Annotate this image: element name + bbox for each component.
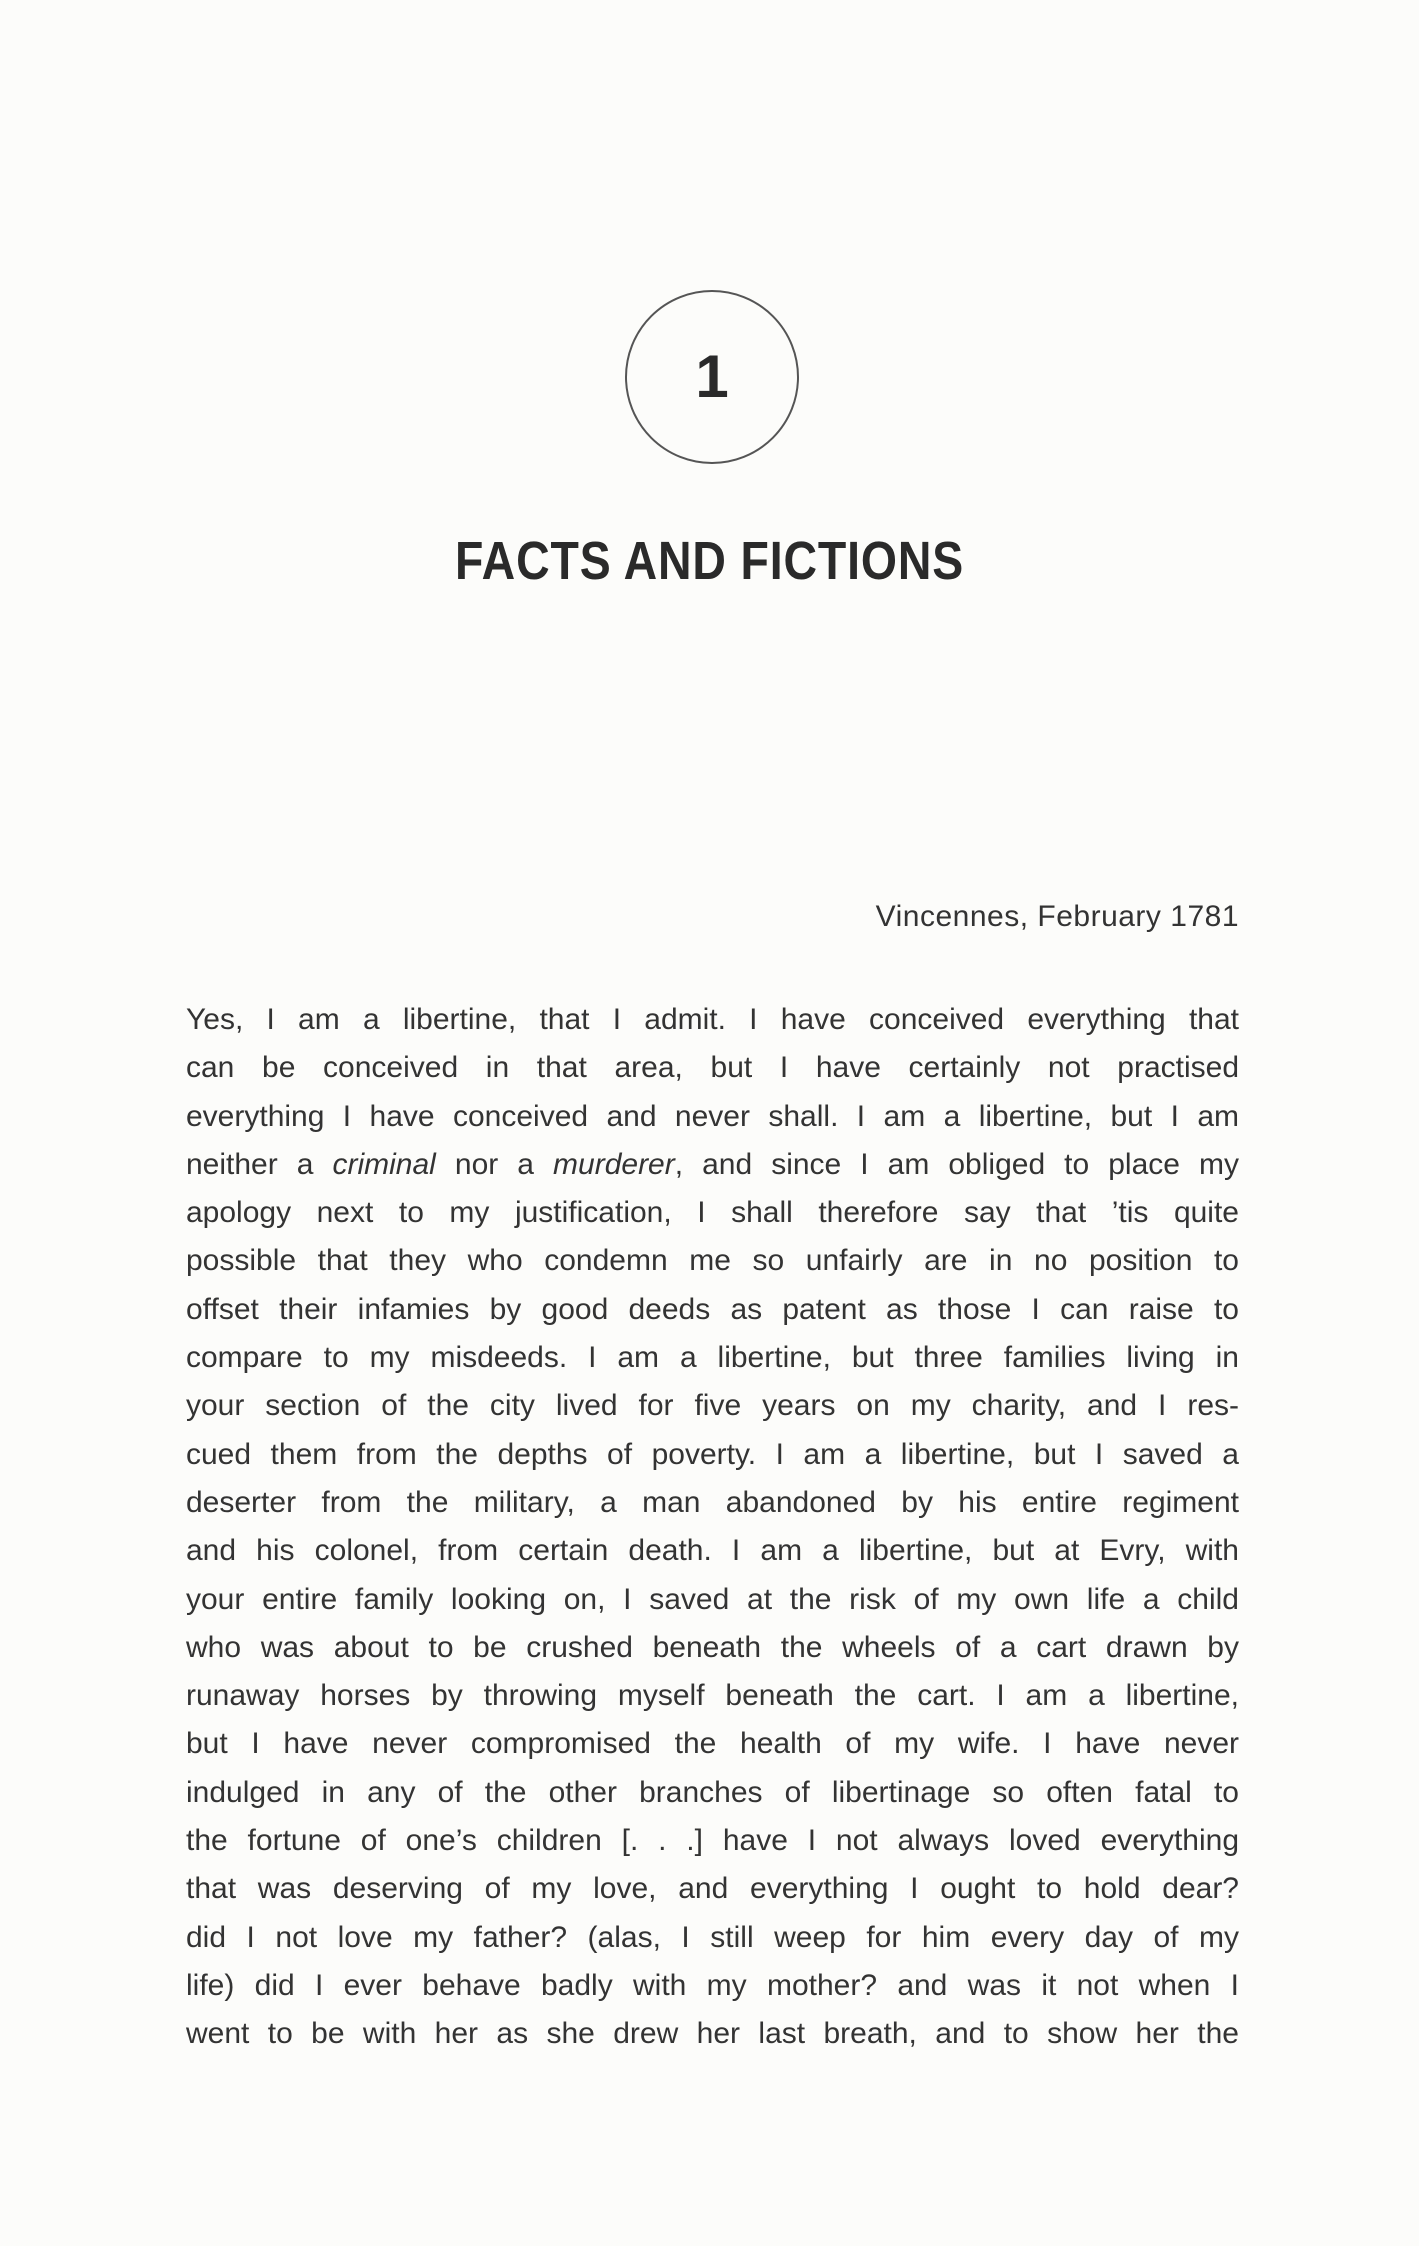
body-line: [186, 1093, 1239, 1141]
text-segment: Yes, I am a libertine, that I admit. I have conceived everything that: [186, 1003, 1239, 1036]
body-line: [186, 1962, 1239, 2010]
text-segment: and his colonel, from certain death. I am a libertine, but at Evry, with: [186, 1534, 1239, 1568]
body-text: [186, 996, 1239, 2059]
text-segment: who was about to be crushed beneath the wheels of a cart drawn by: [186, 1630, 1239, 1664]
body-line: [186, 1479, 1239, 1527]
body-line: [186, 1334, 1239, 1382]
body-line: [186, 1576, 1239, 1624]
text-segment: nor a: [435, 1147, 554, 1181]
text-segment: compare to my misdeeds. I am a libertine, but three families living in: [186, 1341, 1239, 1375]
text-segment: went to be with her as she drew her last breath, and to show her the: [186, 2017, 1239, 2051]
chapter-number: 1: [695, 343, 729, 410]
text-segment: , and since I am obliged to place my: [674, 1147, 1239, 1181]
body-line: [186, 1431, 1239, 1479]
body-line: [186, 1914, 1239, 1962]
text-segment: everything I have conceived and never shall. I am a libertine, but I am: [186, 1099, 1239, 1133]
text-segment: did I not love my father? (alas, I still weep for him every day of my: [186, 1920, 1239, 1954]
body-line: [186, 1865, 1239, 1913]
text-segment: offset their infamies by good deeds as patent as those I can raise to: [186, 1292, 1239, 1326]
dateline: Vincennes, February 1781: [875, 900, 1239, 933]
body-line: [186, 1237, 1239, 1285]
body-line: [186, 1769, 1239, 1817]
chapter-number-circle: [625, 290, 799, 464]
text-segment: indulged in any of the other branches of libertinage so often fatal to: [186, 1775, 1239, 1809]
italic-text: murderer: [553, 1147, 675, 1181]
text-segment: but I have never compromised the health of my wife. I have never: [186, 1727, 1239, 1761]
body-line: [186, 2010, 1239, 2058]
text-segment: runaway horses by throwing myself beneath the cart. I am a libertine,: [186, 1679, 1239, 1713]
body-line: [186, 1527, 1239, 1575]
body-line: [186, 1286, 1239, 1334]
text-segment: your section of the city lived for five years on my charity, and I res-: [186, 1389, 1239, 1423]
text-segment: possible that they who condemn me so unfairly are in no position to: [186, 1244, 1239, 1278]
text-segment: the fortune of one’s children [. . .] have I not always loved everything: [186, 1824, 1239, 1858]
text-segment: your entire family looking on, I saved at the risk of my own life a child: [186, 1582, 1239, 1616]
text-segment: cued them from the depths of poverty. I am a libertine, but I saved a: [186, 1437, 1239, 1471]
text-segment: deserter from the military, a man abandoned by his entire regiment: [186, 1485, 1239, 1519]
text-segment: life) did I ever behave badly with my mother? and was it not when I: [186, 1968, 1239, 2002]
body-line: [186, 996, 1239, 1044]
body-line: [186, 1141, 1239, 1189]
body-line: [186, 1817, 1239, 1865]
text-segment: that was deserving of my love, and everything I ought to hold dear?: [186, 1872, 1239, 1906]
body-line: [186, 1672, 1239, 1720]
chapter-title: FACTS AND FICTIONS: [455, 531, 965, 591]
body-line: [186, 1624, 1239, 1672]
italic-text: criminal: [332, 1147, 436, 1181]
body-line: [186, 1720, 1239, 1768]
body-line: [186, 1382, 1239, 1430]
text-segment: apology next to my justification, I shall therefore say that ’tis quite: [186, 1196, 1239, 1230]
text-segment: can be conceived in that area, but I have certainly not practised: [186, 1051, 1239, 1085]
body-line: [186, 1189, 1239, 1237]
body-line: [186, 1044, 1239, 1092]
text-segment: neither a: [186, 1147, 333, 1181]
